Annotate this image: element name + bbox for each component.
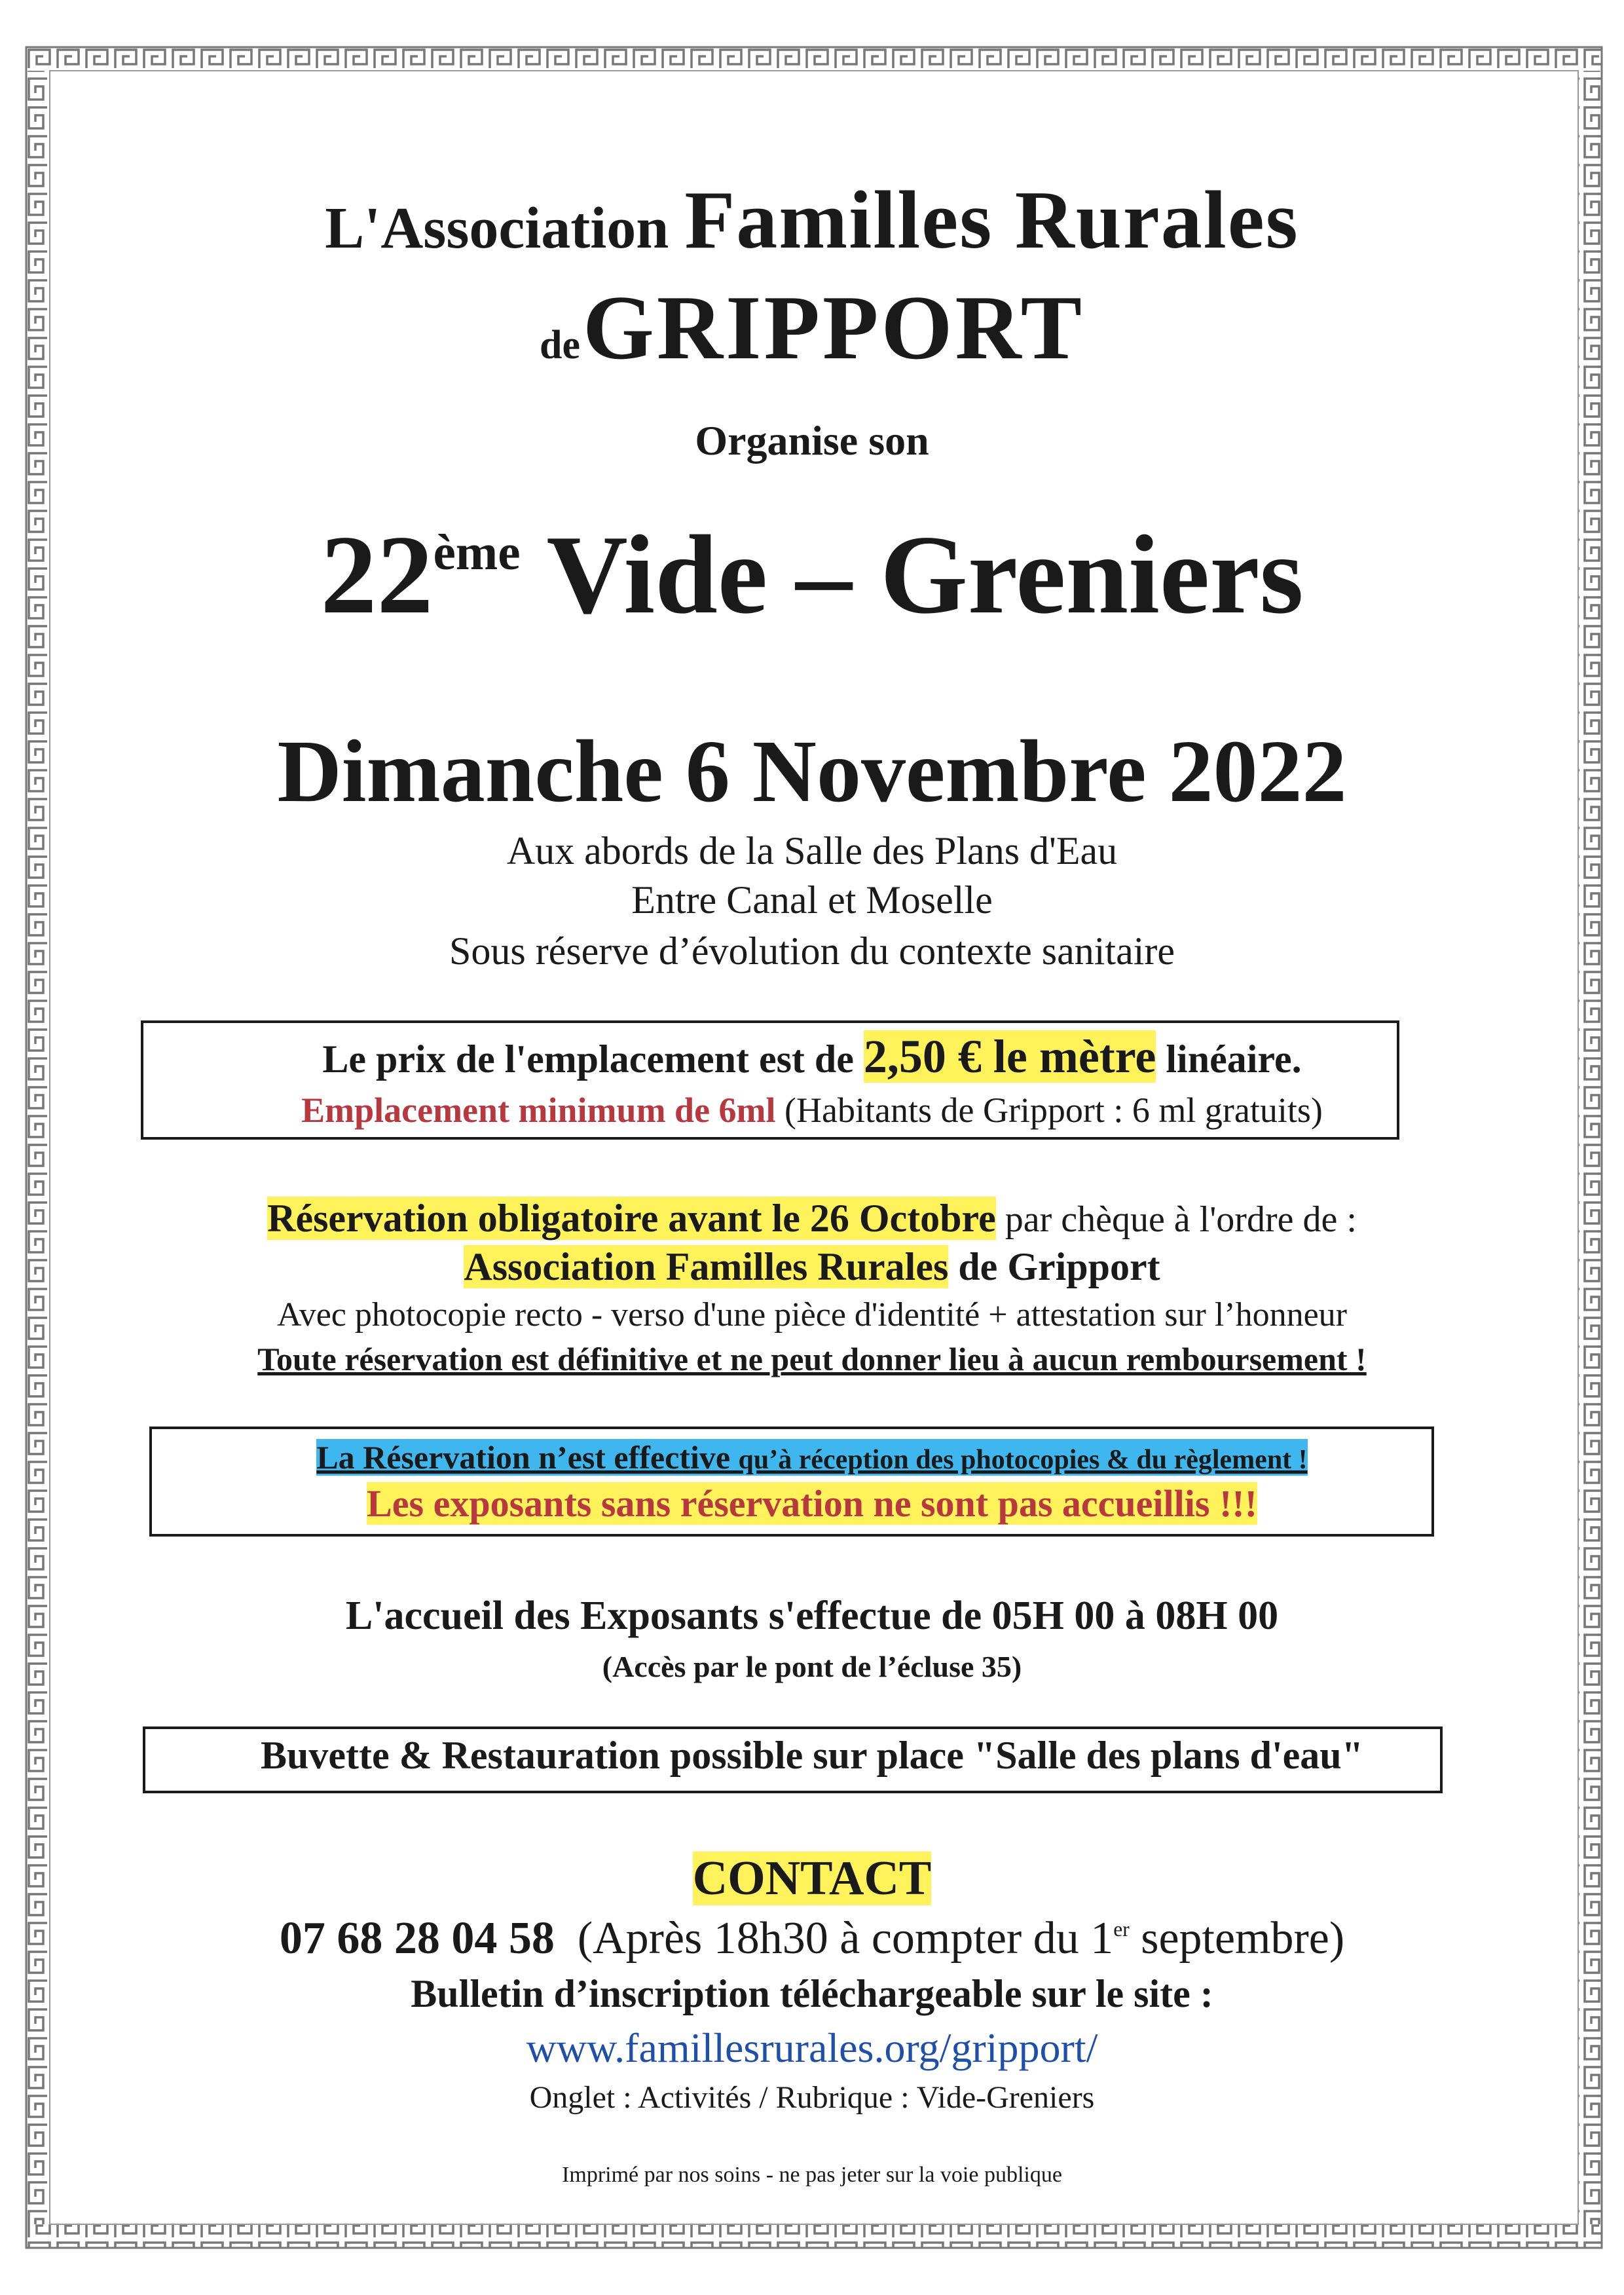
event-title: Vide – Greniers: [546, 513, 1304, 637]
price-text: [0, 1030, 1624, 1084]
final-notice: Toute réservation est définitive et ne peut donner lieu à aucun remboursement !: [257, 1341, 1367, 1377]
bulletin-text: Bulletin d’inscription téléchargeable sur le site :: [411, 1972, 1213, 2015]
reservation-deadline: Réservation obligatoire avant le 26 Octobre: [267, 1197, 996, 1240]
contact-phone-line: [0, 1912, 1624, 1965]
contact-heading-text: CONTACT: [692, 1852, 932, 1905]
warning-rest-text: qu’à réception des photocopies & du règlement !: [738, 1445, 1308, 1475]
town-prefix: de: [540, 323, 580, 367]
contact-hours-sup: er: [1113, 1917, 1130, 1941]
organise-text: Organise son: [695, 417, 929, 464]
location-line: Entre Canal et Moselle: [631, 878, 993, 922]
minimum-highlight: Emplacement minimum de 6ml: [301, 1091, 776, 1130]
website-line: [0, 2024, 1624, 2072]
location-line: Aux abords de la Salle des Plans d'Eau: [506, 829, 1118, 872]
location-line: Sous réserve d’évolution du contexte sanitaire: [449, 929, 1175, 973]
website-link[interactable]: www.famillesrurales.org/gripport/: [526, 2024, 1098, 2071]
event-name: [0, 511, 1624, 640]
reservation-line: [0, 1196, 1624, 1241]
residents-text: (Habitants de Gripport : 6 ml gratuits): [784, 1091, 1323, 1130]
event-number-suffix: ème: [433, 524, 521, 581]
welcome-access: (Accès par le pont de l’écluse 35): [602, 1650, 1022, 1683]
event-date: Dimanche 6 Novembre 2022: [277, 722, 1347, 821]
title-main: Familles Rurales: [684, 175, 1299, 266]
payee-line: [0, 1244, 1624, 1290]
warning-strong: [316, 1439, 1307, 1476]
contact-hours: [578, 1913, 1344, 1964]
warning-line-1: [0, 1438, 1624, 1476]
minimum-text: [0, 1090, 1624, 1130]
warning-line-2-text: Les exposants sans réservation ne sont pas accueillis !!!: [367, 1482, 1257, 1525]
footer-text: Imprimé par nos soins - ne pas jeter sur la voie publique: [562, 2163, 1062, 2187]
contact-phone: 07 68 28 04 58: [279, 1913, 555, 1964]
town-name: GRIPPORT: [583, 277, 1084, 379]
welcome-hours: L'accueil des Exposants s'effectue de 05H 00 à 08H 00: [345, 1594, 1279, 1638]
contact-hours-after: septembre): [1141, 1913, 1345, 1964]
association-title: [0, 174, 1624, 268]
reservation-payment: par chèque à l'ordre de :: [1005, 1199, 1357, 1240]
warning-strong-text: La Réservation n’est effective: [316, 1439, 731, 1476]
payee-suffix: de Gripport: [958, 1245, 1160, 1288]
buvette-text: Buvette & Restauration possible sur place "Salle des plans d'eau": [261, 1734, 1363, 1777]
payee-main: Association Familles Rurales: [464, 1245, 949, 1288]
documents-line: Avec photocopie recto - verso d'une pièce d'identité + attestation sur l’honneur: [277, 1296, 1347, 1334]
price-before: Le prix de l'emplacement est de: [322, 1037, 854, 1081]
warning-line-2: [0, 1482, 1624, 1525]
contact-heading: [0, 1851, 1624, 1907]
price-after: linéaire.: [1166, 1037, 1302, 1081]
title-prefix: L'Association: [325, 196, 669, 261]
tab-info: Onglet : Activités / Rubrique : Vide-Greniers: [529, 2080, 1095, 2115]
association-town: [0, 275, 1624, 381]
event-number: 22: [320, 513, 434, 637]
price-highlight: 2,50 € le mètre: [863, 1030, 1156, 1083]
contact-hours-before: (Après 18h30 à compter du 1: [577, 1913, 1114, 1964]
